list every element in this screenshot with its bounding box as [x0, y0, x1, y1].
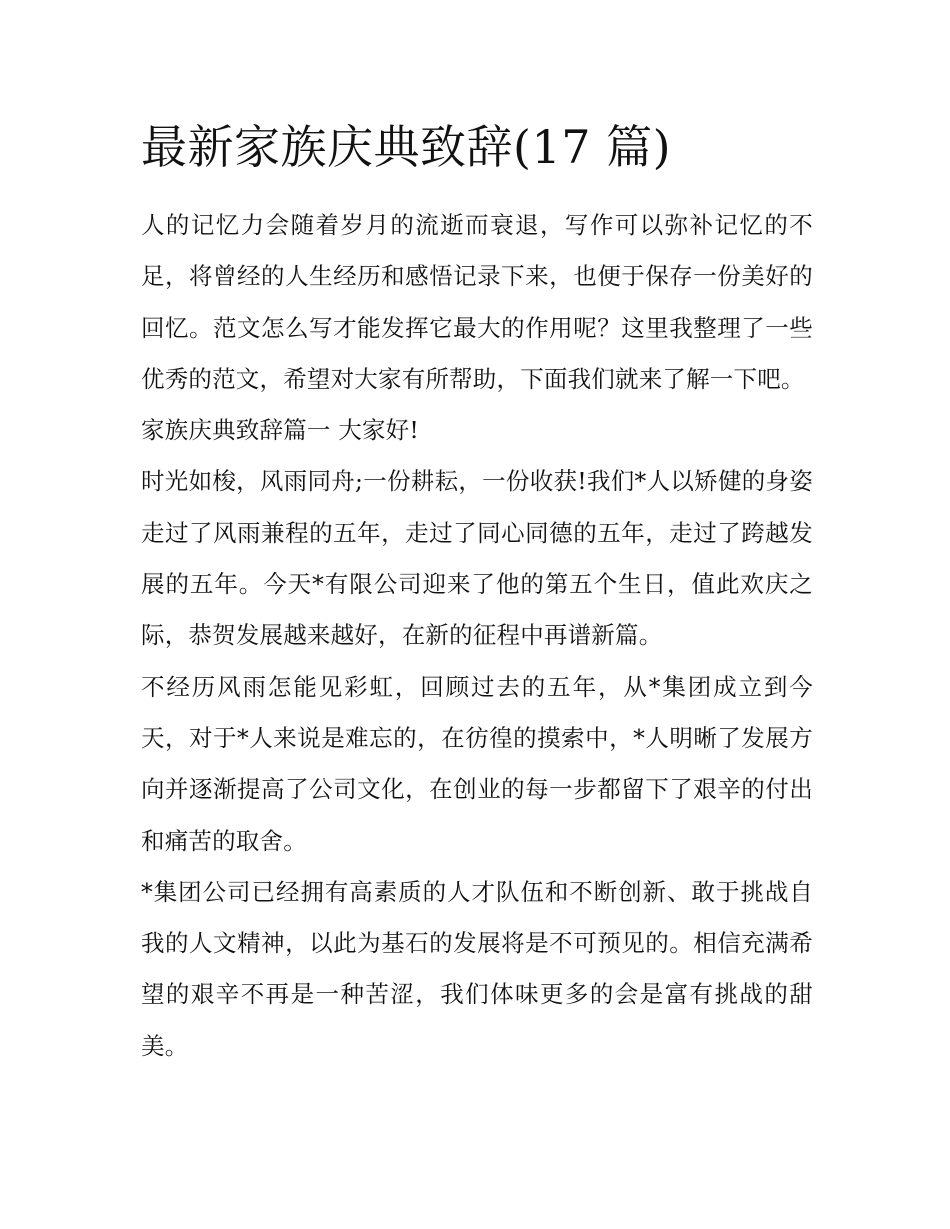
body-paragraph: *集团公司已经拥有高素质的人才队伍和不断创新、敢于挑战自我的人文精神，以此为基石的发展将是不可预见的。相信充满希望的艰辛不再是一种苦涩，我们体味更多的会是富有挑战的甜美。	[141, 877, 813, 1060]
document-title: 最新家族庆典致辞(17 篇)	[141, 120, 672, 174]
body-paragraph: 不经历风雨怎能见彩虹，回顾过去的五年，从*集团成立到今天，对于*人来说是难忘的，在彷徨的摸索中，*人明晰了发展方向并逐渐提高了公司文化，在创业的每一步都留下了艰辛的付出和痛苦的取舍。	[141, 672, 813, 855]
body-paragraph: 时光如梭，风雨同舟;一份耕耘，一份收获!我们*人以矫健的身姿走过了风雨兼程的五年，走过了同心同德的五年，走过了跨越发展的五年。今天*有限公司迎来了他的第五个生日，值此欢庆之际，恭贺发展越来越好，在新的征程中再谱新篇。	[141, 467, 813, 650]
intro-paragraph: 人的记忆力会随着岁月的流逝而衰退，写作可以弥补记忆的不足，将曾经的人生经历和感悟记录下来，也便于保存一份美好的回忆。范文怎么写才能发挥它最大的作用呢？这里我整理了一些优秀的范文，希望对大家有所帮助，下面我们就来了解一下吧。	[141, 211, 813, 393]
section-heading-paragraph: 家族庆典致辞篇一 大家好!	[141, 416, 420, 445]
document-page	[141, 112, 813, 1072]
